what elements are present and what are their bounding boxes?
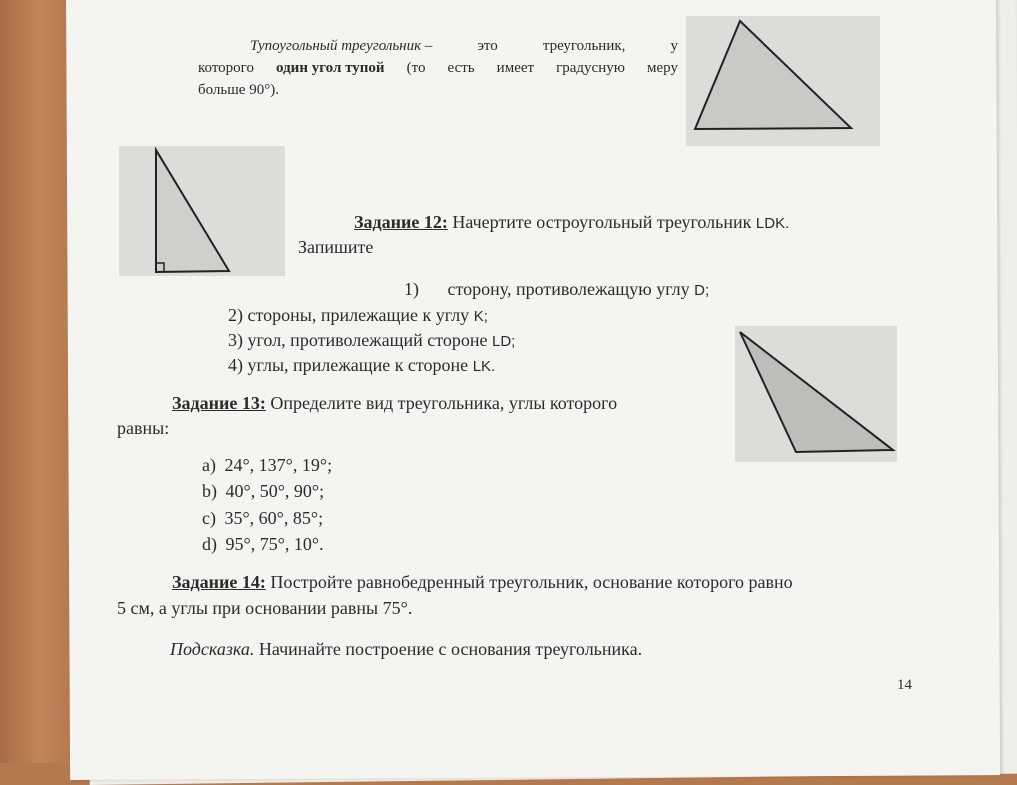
intro-word: градусную <box>556 60 625 76</box>
item-letter: a) <box>202 455 216 475</box>
task14-heading <box>172 572 793 593</box>
task12-heading <box>354 212 789 233</box>
intro-word: есть <box>447 60 475 76</box>
item-values: 95°, 75°, 10°. <box>225 534 324 554</box>
intro-word: треугольник, <box>542 38 626 54</box>
item-letter: c) <box>202 508 216 528</box>
intro-line-2 <box>198 60 678 77</box>
right-triangle-figure <box>119 146 285 276</box>
intro-word: (то <box>406 60 426 76</box>
intro-word: имеет <box>496 60 535 76</box>
task13-item-c <box>202 508 323 529</box>
task14-label: Задание 14: <box>172 572 266 592</box>
task12-item-2 <box>228 305 488 326</box>
task13-heading <box>172 393 617 414</box>
intro-word: которого <box>198 60 254 76</box>
task12-item-1 <box>404 279 709 300</box>
page-number: 14 <box>897 677 912 693</box>
hint <box>170 639 642 660</box>
item-letter: b) <box>202 481 217 501</box>
task12-triangle-name: LDK. <box>755 215 790 232</box>
intro-term: Тупоугольный треугольник – <box>250 38 433 54</box>
item-variable: LD; <box>491 333 516 350</box>
task13-text: Определите вид треугольника, углы которого <box>270 393 618 413</box>
task12-label: Задание 12: <box>354 212 448 232</box>
task13-item-d <box>202 534 324 555</box>
item-number: 1) <box>404 279 419 299</box>
item-text: сторону, противолежащую углу <box>447 279 690 299</box>
intro-bold-phrase: один угол тупой <box>276 60 385 76</box>
intro-word: это <box>477 38 498 54</box>
item-variable: LK. <box>472 358 496 375</box>
item-text: угол, противолежащий стороне <box>247 330 488 350</box>
intro-word: у <box>670 38 678 54</box>
intro-line-3: больше 90°). <box>198 82 279 98</box>
item-values: 35°, 60°, 85°; <box>224 508 324 528</box>
hint-label: Подсказка. <box>170 639 255 659</box>
item-number: 4) <box>228 355 243 375</box>
task14-line2: 5 см, а углы при основании равны 75°. <box>117 598 413 618</box>
intro-line-1 <box>250 38 678 55</box>
task12-item-4 <box>228 355 495 376</box>
task14-text: Постройте равнобедренный треугольник, основание которого равно <box>270 572 793 592</box>
item-number: 3) <box>228 330 243 350</box>
item-variable: D; <box>694 282 710 299</box>
intro-word: меру <box>647 60 678 76</box>
item-text: стороны, прилежащие к углу <box>247 305 470 325</box>
task13-item-a <box>202 455 332 476</box>
task13-label: Задание 13: <box>172 393 266 413</box>
item-number: 2) <box>228 305 243 325</box>
task13-item-b <box>202 481 324 502</box>
obtuse-triangle-figure <box>735 326 897 462</box>
item-values: 40°, 50°, 90°; <box>225 481 325 501</box>
task12-line2: Запишите <box>298 237 374 257</box>
task12-item-3 <box>228 330 515 351</box>
hint-text: Начинайте построение с основания треугольника. <box>258 639 643 659</box>
item-values: 24°, 137°, 19°; <box>224 455 333 475</box>
item-text: углы, прилежащие к стороне <box>247 355 469 375</box>
item-variable: K; <box>473 308 488 325</box>
task12-text: Начертите остроугольный треугольник <box>452 212 752 232</box>
triangle-figure-top <box>686 16 880 146</box>
task13-line2: равны: <box>117 418 170 438</box>
item-letter: d) <box>202 534 217 554</box>
